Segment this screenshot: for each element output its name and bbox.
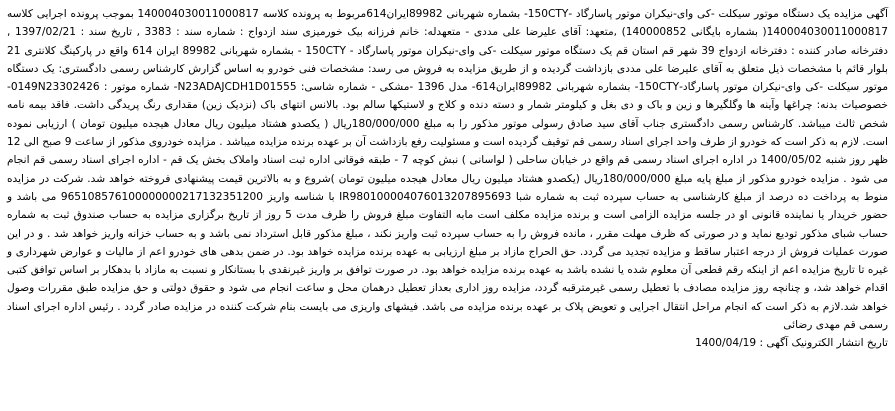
notice-body-text: آگهی مزایده یک دستگاه موتور سیکلت -کی وای-نیکران موتور پاسارگاد -150CTY- بشماره شهربانی 89982ایران614مربوط به پرونده کلاسه 140004030011000817 بموجب پرونده اجرایی کلاسه 140004030011000817( بشماره بایگانی 140000852) ,متعهد: آقای علیرضا علی مددی - متعهدله: خانم فرزانه بیک خورمیزی سند ازدواج : شماره سند : 3383 , تاریخ سند : 1397/02/21 , دفترخانه صادر کننده : دفترخانه ازدواج 39 شهر قم استان قم یک دستگاه موتور سیکلت -کی وای-نیکران موتور پاسارگاد - 150CTY - بشماره شهربانی 89982 ایران 614 واقع در پارکینگ کلانتری 21 بلوار قائم با مشخصات ذیل متعلق به آقای علیرضا علی مددی بازداشت گردیده و از طریق مزایده به فروش می رسد: مشخصات فنی خودرو به اساس گزارش کارشناس رسمی دادگستری: یک دستگاه موتور سیکلت -کی وای-نیکران موتور پاسارگاد-150CTY- بشماره شهربانی 89982ایران614- مدل 1396 -مشکی - شماره شاسی: N23ADAJCDH1D01555- شماره موتور : 0149N23302426- خصوصیات بدنه: چراغها وآینه ها وگلگیرها و زین و باک و دی بغل و کیلومتر شمار و دسته دنده و کلاج و لاستیکها سالم بود. بالانس انتهای باک (نزدیک زین) مقداری رنگ پریدگی داشت. فاقد بیمه نامه شخص ثالث میباشد. کارشناس رسمی دادگستری جناب آقای سید صادق رسولی موتور مذکور را به مبلغ 180/000/000ریال ( یکصدو هشتاد میلیون ریال معادل هیجده میلیون تومان ) ارزیابی نموده است. لازم به ذکر است که خودرو از طرف واحد اجرای اسناد رسمی قم توقیف گردیده است و مسئولیت رفع بازداشت آن بر عهده برنده مزایده میباشد . مزایده خودروی مذکور از ساعت 9 صبح الی 12 ظهر روز شنبه 1400/05/02 در اداره اجرای اسناد رسمی قم واقع در خیابان ساحلی ( لواسانی ) نبش کوچه 7 - طبقه فوقانی اداره ثبت اسناد واملاک بخش یک قم - اداره اجرای اسناد رسمی قم انجام می شود . مزایده خودرو مذکور از مبلغ پایه مبلغ 180/000/000ریال (یکصدو هشتاد میلیون ریال معادل هیجده میلیون تومان )شروع و به بالاترین قیمت پیشنهادی فروخته خواهد شد. شرکت در مزایده منوط به پرداخت ده درصد از مبلغ کارشناسی به حساب سپرده ثبت به شماره شبا IR980100004076013207895693 با شناسه واریز 965108576100000000217132351200 می باشد و حضور خریدار یا نماینده قانونی او در جلسه مزایده الزامی است و برنده مزایده مکلف است مابه التفاوت مبلغ فروش را ظرف مدت 5 روز از تاریخ برگزاری مزایده به حساب صندوق ثبت به شماره حساب شبای مذکور تودیع نماید و در صورتی که ظرف مهلت مقرر ، مانده فروش را به حساب سپرده ثبت واریز نکند ، مبلغ مذکور قابل استرداد نمی باشد و به حساب خزانه واریز خواهد شد . و در این صورت عملیات فروش از درجه اعتبار ساقط و مزایده تجدید می گردد. حق الحراج مازاد بر مبلغ ارزیابی به عهده برنده مزایده خواهد بود. در ضمن بدهی های خودرو اعم از مالیات و عوارض شهرداری و غیره تا تاریخ مزایده اعم از اینکه رقم قطعی آن معلوم شده یا نشده باشد به عهده برنده مزایده خواهد بود. در صورت توافق بر واریز غیرنقدی با بستانکار و نسبت به مازاد با بدهکار بر اساس توافق کتبی اقدام خواهد شد، و چنانچه روز مزایده مصادف با تعطیل رسمی غیرمترقبه گردد، مزایده روز اداری بعداز تعطیل درهمان محل و ساعت انجام می شود و حقوق دولتی و حق مزایده طبق مقررات وصول خواهد شد.لازم به ذکر است که انجام مراحل انتقال اجرایی و تعویض پلاک بر عهده برنده مزایده می باشد. فیشهای واریزی می بایست بنام شرکت کننده در مزایده صادر گردد . رئیس اداره اجرای اسناد رسمی قم مهدی رضائی [7,8,889,332]
electronic-publish-date: تاریخ انتشار الکترونیک آگهی : 1400/04/19 [695,337,888,350]
